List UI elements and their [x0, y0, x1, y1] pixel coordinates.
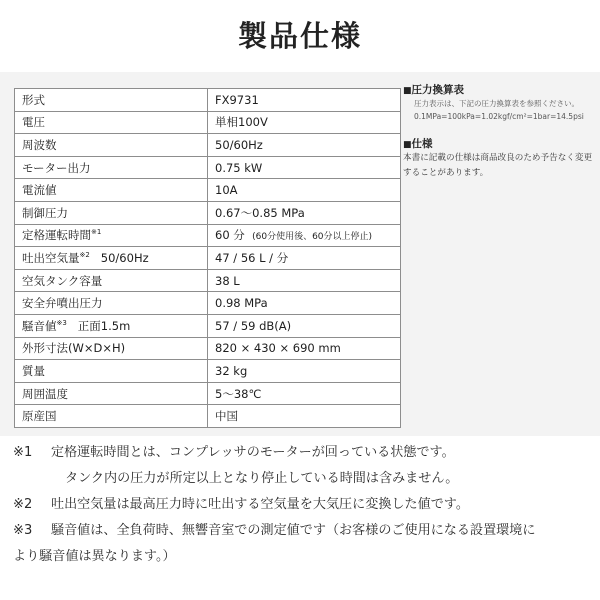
- spec-label: 形式: [15, 89, 208, 112]
- spec-note-text: 本書に記載の仕様は商品改良のため予告なく変更することがあります。: [403, 153, 593, 178]
- footnote-text: 吐出空気量は最高圧力時に吐出する空気量を大気圧に変換した値です。: [51, 497, 469, 512]
- spec-section: [0, 72, 600, 436]
- spec-label: 制御圧力: [15, 201, 208, 224]
- pressure-conversion-heading: [403, 82, 599, 97]
- footnote-mark: ※3: [13, 523, 33, 538]
- table-row: [15, 314, 401, 337]
- spec-value: 中国: [208, 405, 401, 428]
- table-row: [15, 360, 401, 383]
- spec-label: 周波数: [15, 134, 208, 157]
- table-row: [15, 89, 401, 112]
- spec-label: 原産国: [15, 405, 208, 428]
- footnote-text: より騒音値は異なります。）: [13, 549, 176, 564]
- bullet-square-icon: ■: [403, 86, 412, 96]
- header: [0, 0, 600, 72]
- spec-value: 5〜38℃: [208, 382, 401, 405]
- table-row: [15, 382, 401, 405]
- footnote: [13, 492, 593, 518]
- spec-label-suffix: 50/60Hz: [100, 250, 149, 265]
- spec-note-block: [403, 136, 599, 181]
- spec-value-note: (60分使用後、60分以上停止): [252, 232, 373, 243]
- spec-value-cell: [208, 224, 401, 247]
- spec-label: 空気タンク容量: [15, 269, 208, 292]
- table-row: [15, 247, 401, 270]
- table-row: [15, 134, 401, 157]
- pressure-conversion-formula: 0.1MPa=100kPa=1.02kgf/cm²=1bar=14.5psi: [414, 112, 584, 121]
- footnote: [13, 440, 593, 466]
- footnotes: [13, 440, 593, 570]
- footnote: [13, 518, 593, 544]
- spec-value: 38 L: [208, 269, 401, 292]
- spec-value: 50/60Hz: [208, 134, 401, 157]
- table-row: [15, 156, 401, 179]
- table-row: [15, 405, 401, 428]
- spec-value: 0.67〜0.85 MPa: [208, 201, 401, 224]
- spec-value: 820 × 430 × 690 mm: [208, 337, 401, 360]
- spec-value: 単相100V: [208, 111, 401, 134]
- spec-value: 47 / 56 L / 分: [208, 247, 401, 270]
- footnote-mark: ※2: [79, 251, 90, 260]
- spec-label: 質量: [15, 360, 208, 383]
- spec-label: モーター出力: [15, 156, 208, 179]
- spec-value: 0.75 kW: [208, 156, 401, 179]
- spec-label: 周囲温度: [15, 382, 208, 405]
- footnote-mark: ※2: [13, 497, 33, 512]
- spec-table: [14, 88, 401, 428]
- spec-note-heading: [403, 136, 599, 151]
- pressure-conversion-block: [403, 82, 599, 123]
- footnote-mark: ※1: [13, 445, 33, 460]
- spec-value: 32 kg: [208, 360, 401, 383]
- table-row: [15, 111, 401, 134]
- spec-value: 60 分: [215, 228, 245, 243]
- spec-value: 10A: [208, 179, 401, 202]
- spec-label: 吐出空気量: [22, 250, 80, 265]
- spec-label: 安全弁噴出圧力: [15, 292, 208, 315]
- spec-label-cell: [15, 314, 208, 337]
- footnote-mark: ※3: [56, 318, 67, 327]
- spec-note-title: 仕様: [411, 138, 433, 150]
- spec-label-cell: [15, 247, 208, 270]
- table-row: [15, 179, 401, 202]
- spec-label: 定格運転時間: [22, 228, 91, 243]
- spec-label: 外形寸法(W×D×H): [15, 337, 208, 360]
- page-title: 製品仕様: [237, 19, 362, 53]
- spec-label: 騒音値: [22, 318, 57, 333]
- spec-value: 0.98 MPa: [208, 292, 401, 315]
- pressure-conversion-text: 圧力表示は、下記の圧力換算表を参照ください。: [414, 99, 579, 108]
- bullet-square-icon: ■: [403, 140, 412, 150]
- footnote-text: 騒音値は、全負荷時、無響音室での測定値です（お客様のご使用になる設置環境に: [51, 523, 536, 538]
- table-row: [15, 269, 401, 292]
- table-row: [15, 201, 401, 224]
- spec-value: FX9731: [208, 89, 401, 112]
- table-row: [15, 292, 401, 315]
- footnote-mark: ※1: [91, 228, 102, 237]
- table-row: [15, 337, 401, 360]
- spec-label: 電流値: [15, 179, 208, 202]
- spec-label: 電圧: [15, 111, 208, 134]
- spec-value: 57 / 59 dB(A): [208, 314, 401, 337]
- spec-label-cell: [15, 224, 208, 247]
- spec-label-suffix: 正面1.5m: [77, 318, 131, 333]
- table-row: [15, 224, 401, 247]
- footnote-text: 定格運転時間とは、コンプレッサのモーターが回っている状態です。: [51, 445, 455, 460]
- pressure-conversion-title: 圧力換算表: [411, 84, 465, 96]
- footnote-text: タンク内の圧力が所定以上となり停止している時間は含みません。: [65, 471, 459, 486]
